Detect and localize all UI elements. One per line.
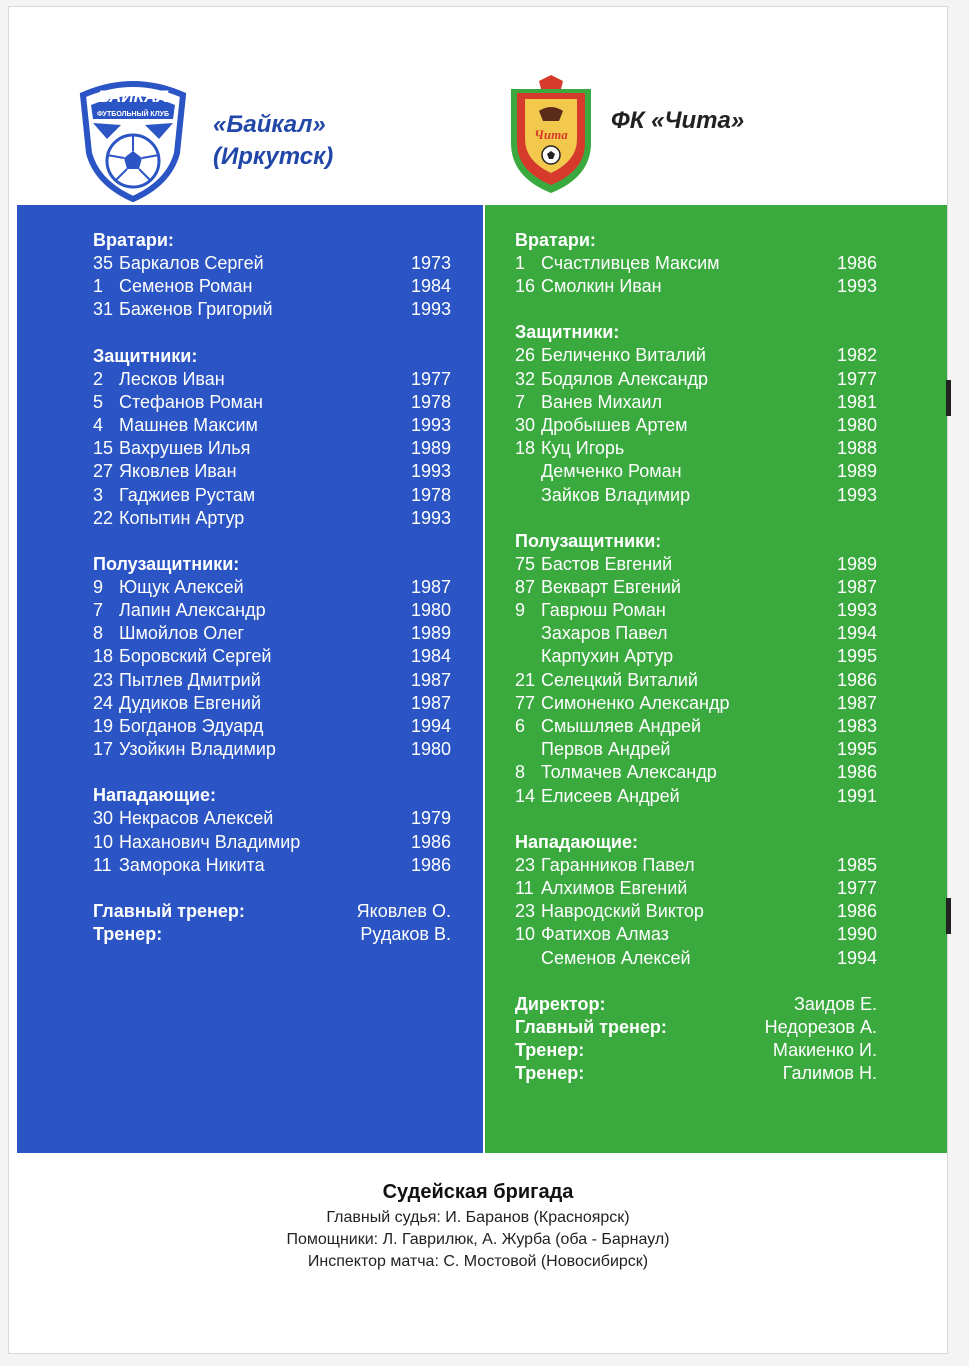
player-name: Захаров Павел: [541, 623, 668, 644]
referee-title: Судейская бригада: [382, 1181, 574, 1203]
referee-line: Инспектор матча: С. Мостовой (Новосибирск): [307, 1253, 649, 1270]
player-number: 1: [93, 276, 104, 297]
player-number: 22: [93, 507, 114, 528]
player-name: Машнев Максим: [119, 414, 258, 435]
player-number: 6: [515, 716, 526, 736]
player-row: [93, 507, 451, 530]
program-page: [8, 6, 948, 1354]
position-section: [93, 345, 451, 530]
staff-name: Рудаков В.: [360, 924, 451, 945]
player-birth-year: 1986: [836, 762, 877, 783]
player-number: 30: [515, 414, 536, 435]
section-title: Защитники:: [515, 322, 620, 343]
player-row: [93, 298, 451, 321]
player-birth-year: 1973: [410, 253, 451, 273]
player-name: Боровский Сергей: [119, 646, 272, 667]
logo-subtitle: ФУТБОЛЬНЫЙ КЛУБ: [96, 111, 170, 118]
left-team-city: (Иркутск): [213, 143, 334, 170]
player-name: Гаврюш Роман: [541, 600, 666, 621]
player-number: 3: [93, 484, 104, 505]
player-name: Фатихов Алмаз: [541, 924, 669, 945]
player-row: [93, 669, 451, 692]
player-name: Дробышев Артем: [541, 414, 688, 435]
player-row: [93, 391, 451, 414]
player-number: 18: [515, 438, 536, 459]
player-name: Некрасов Алексей: [119, 808, 274, 829]
player-number: 23: [515, 901, 536, 922]
section-title: Вратари:: [515, 230, 596, 250]
player-name: Стефанов Роман: [119, 391, 263, 412]
player-row: [93, 414, 451, 437]
player-birth-year: 1995: [836, 646, 877, 667]
player-name: Смолкин Иван: [541, 276, 662, 297]
player-name: Дудиков Евгений: [119, 692, 261, 713]
player-row: [515, 715, 877, 738]
player-row: [515, 923, 877, 946]
player-birth-year: 1981: [836, 391, 877, 412]
player-birth-year: 1977: [836, 877, 877, 898]
player-name: Лесков Иван: [119, 368, 225, 389]
referee-line: Главный судья: И. Баранов (Красноярск): [326, 1209, 630, 1226]
player-number: 32: [515, 368, 536, 389]
player-row: [515, 877, 877, 900]
staff-name: Макиенко И.: [772, 1040, 877, 1061]
position-section: [93, 229, 451, 322]
player-number: 75: [515, 553, 536, 574]
staff-role: Тренер:: [515, 1063, 585, 1084]
staple-mark: [946, 898, 951, 934]
player-name: Пытлев Дмитрий: [119, 669, 261, 690]
player-birth-year: 1984: [410, 276, 451, 297]
player-name: Бастов Евгений: [541, 553, 673, 574]
player-birth-year: 1993: [410, 507, 451, 528]
player-number: 24: [93, 692, 114, 713]
chita-roster-panel: [485, 205, 947, 1153]
player-number: 5: [93, 391, 104, 412]
player-number: 17: [93, 739, 114, 760]
chita-roster: [515, 229, 877, 1108]
section-title: Полузащитники:: [93, 553, 240, 574]
player-name: Смышляев Андрей: [541, 716, 702, 736]
position-section: [515, 321, 877, 506]
player-row: [515, 344, 877, 367]
player-number: 27: [93, 461, 114, 482]
player-name: Зайков Владимир: [541, 484, 691, 505]
player-row: [515, 599, 877, 622]
player-name: Векварт Евгений: [541, 576, 681, 597]
player-number: 1: [515, 253, 526, 273]
right-team-name: ФК «Чита»: [611, 107, 745, 134]
player-number: 30: [93, 808, 114, 829]
player-row: [93, 460, 451, 483]
player-name: Ющук Алексей: [119, 576, 244, 597]
player-name: Бодялов Александр: [541, 368, 709, 389]
player-number: 10: [93, 831, 114, 852]
position-section: [515, 229, 877, 298]
player-name: Заморока Никита: [119, 854, 265, 875]
player-birth-year: 1979: [410, 808, 451, 829]
player-row: [93, 715, 451, 738]
player-birth-year: 1989: [410, 623, 451, 644]
player-birth-year: 1986: [836, 253, 877, 273]
player-row: [93, 275, 451, 298]
player-birth-year: 1987: [836, 576, 877, 597]
player-birth-year: 1993: [410, 414, 451, 435]
staff-name: Заидов Е.: [793, 993, 877, 1014]
section-title: Полузащитники:: [515, 530, 662, 551]
player-birth-year: 1978: [410, 391, 451, 412]
logo-wordmark: БАЙКАЛ: [97, 87, 169, 106]
player-birth-year: 1977: [836, 368, 877, 389]
player-number: 18: [93, 646, 114, 667]
player-row: [93, 484, 451, 507]
player-name: Шмойлов Олег: [119, 623, 245, 644]
player-birth-year: 1993: [836, 276, 877, 297]
player-row: [93, 854, 451, 877]
staff-role: Тренер:: [515, 1040, 585, 1061]
position-section: [93, 553, 451, 762]
player-number: 11: [515, 877, 534, 898]
player-birth-year: 1980: [410, 739, 451, 760]
player-number: 4: [93, 414, 104, 435]
player-row: [93, 645, 451, 668]
section-title: Нападающие:: [93, 785, 216, 806]
staff-name: Яковлев О.: [356, 900, 451, 921]
player-number: 16: [515, 276, 536, 297]
referee-team: [9, 1177, 947, 1273]
player-number: 26: [515, 345, 536, 366]
player-birth-year: 1988: [836, 438, 877, 459]
referee-line: Помощники: Л. Гаврилюк, А. Журба (оба - Барнаул): [286, 1231, 670, 1248]
baikal-roster: [93, 229, 451, 969]
player-name: Лапин Александр: [119, 600, 266, 621]
section-title: Защитники:: [93, 345, 198, 366]
player-number: 87: [515, 576, 536, 597]
player-number: 23: [93, 669, 114, 690]
player-name: Баженов Григорий: [119, 299, 273, 320]
player-row: [93, 599, 451, 622]
player-number: 31: [93, 299, 114, 320]
player-number: 10: [515, 924, 536, 945]
player-name: Гаранников Павел: [541, 854, 695, 875]
player-row: [93, 252, 451, 275]
staff-row: [515, 1016, 877, 1039]
player-name: Алхимов Евгений: [541, 877, 688, 898]
staff-role: Главный тренер:: [93, 900, 245, 921]
player-birth-year: 1982: [836, 345, 877, 366]
player-birth-year: 1986: [836, 901, 877, 922]
player-birth-year: 1991: [836, 785, 877, 806]
player-birth-year: 1993: [836, 600, 877, 621]
player-row: [515, 275, 877, 298]
player-birth-year: 1989: [836, 553, 877, 574]
staff-row: [515, 1062, 877, 1085]
player-birth-year: 1978: [410, 484, 451, 505]
staff-section: [93, 900, 451, 946]
player-number: 23: [515, 854, 536, 875]
staff-name: Недорезов А.: [764, 1016, 877, 1037]
section-title: Нападающие:: [515, 831, 638, 852]
player-name: Богданов Эдуард: [119, 716, 264, 736]
left-team-title: [213, 109, 333, 173]
position-section: [515, 530, 877, 808]
player-birth-year: 1995: [836, 739, 877, 760]
player-row: [515, 947, 877, 970]
player-birth-year: 1983: [836, 716, 877, 736]
player-name: Елисеев Андрей: [541, 785, 680, 806]
player-row: [515, 437, 877, 460]
player-row: [93, 807, 451, 830]
player-birth-year: 1987: [410, 576, 451, 597]
player-row: [515, 900, 877, 923]
player-row: [515, 252, 877, 275]
player-row: [93, 437, 451, 460]
player-birth-year: 1993: [410, 461, 451, 482]
staff-name: Галимов Н.: [782, 1063, 877, 1084]
player-birth-year: 1994: [836, 947, 877, 968]
player-row: [515, 460, 877, 483]
player-number: 11: [93, 854, 112, 875]
player-row: [93, 831, 451, 854]
baikal-logo: [73, 75, 193, 203]
player-row: [93, 622, 451, 645]
player-row: [515, 854, 877, 877]
player-name: Селецкий Виталий: [541, 669, 698, 690]
player-number: 15: [93, 438, 114, 459]
player-birth-year: 1993: [836, 484, 877, 505]
player-name: Узойкин Владимир: [119, 739, 276, 760]
staff-row: [93, 900, 451, 923]
staff-row: [515, 1039, 877, 1062]
player-birth-year: 1980: [410, 600, 451, 621]
player-birth-year: 1986: [410, 831, 451, 852]
player-name: Первов Андрей: [541, 739, 671, 760]
player-number: 8: [515, 762, 526, 783]
player-row: [93, 368, 451, 391]
player-birth-year: 1989: [836, 461, 877, 482]
player-number: 7: [93, 600, 104, 621]
player-number: 35: [93, 253, 114, 273]
player-birth-year: 1984: [410, 646, 451, 667]
position-section: [515, 831, 877, 970]
staff-row: [515, 993, 877, 1016]
player-row: [515, 391, 877, 414]
chita-logo: [503, 73, 599, 197]
staff-role: Директор:: [515, 993, 606, 1014]
player-row: [515, 622, 877, 645]
player-number: 2: [93, 368, 104, 389]
player-row: [515, 484, 877, 507]
player-name: Толмачев Александр: [541, 762, 717, 783]
player-name: Карпухин Артур: [541, 646, 674, 667]
player-number: 9: [515, 600, 526, 621]
player-number: 14: [515, 785, 536, 806]
player-row: [515, 553, 877, 576]
player-birth-year: 1987: [410, 692, 451, 713]
player-name: Ванев Михаил: [541, 391, 662, 412]
player-name: Яковлев Иван: [119, 461, 237, 482]
player-name: Демченко Роман: [541, 461, 682, 482]
player-birth-year: 1986: [410, 854, 451, 875]
player-name: Баркалов Сергей: [119, 253, 264, 273]
player-row: [515, 576, 877, 599]
player-row: [515, 738, 877, 761]
player-number: 21: [515, 669, 536, 690]
player-birth-year: 1993: [410, 299, 451, 320]
player-birth-year: 1989: [410, 438, 451, 459]
player-birth-year: 1986: [836, 669, 877, 690]
player-birth-year: 1977: [410, 368, 451, 389]
player-number: 8: [93, 623, 104, 644]
player-name: Копытин Артур: [119, 507, 245, 528]
header: [9, 7, 947, 207]
player-row: [515, 785, 877, 808]
player-name: Куц Игорь: [541, 438, 625, 459]
player-birth-year: 1987: [410, 669, 451, 690]
section-title: Вратари:: [93, 230, 174, 250]
player-name: Семенов Алексей: [541, 947, 691, 968]
position-section: [93, 784, 451, 877]
player-name: Вахрушев Илья: [119, 438, 251, 459]
staff-role: Главный тренер:: [515, 1016, 667, 1037]
player-birth-year: 1980: [836, 414, 877, 435]
player-number: 9: [93, 576, 104, 597]
player-row: [515, 368, 877, 391]
player-row: [515, 761, 877, 784]
player-name: Беличенко Виталий: [541, 345, 706, 366]
staff-row: [93, 923, 451, 946]
player-row: [515, 692, 877, 715]
staff-role: Тренер:: [93, 924, 163, 945]
staple-mark: [946, 380, 951, 416]
player-name: Гаджиев Рустам: [119, 484, 256, 505]
player-number: 19: [93, 716, 114, 736]
player-row: [515, 669, 877, 692]
player-birth-year: 1990: [836, 924, 877, 945]
player-row: [93, 738, 451, 761]
player-birth-year: 1985: [836, 854, 877, 875]
player-number: 77: [515, 692, 536, 713]
player-name: Наханович Владимир: [119, 831, 301, 852]
staff-section: [515, 993, 877, 1086]
left-team-name: «Байкал»: [213, 111, 326, 138]
player-number: 7: [515, 391, 526, 412]
player-row: [93, 576, 451, 599]
player-name: Навродский Виктор: [541, 901, 704, 922]
player-birth-year: 1994: [836, 623, 877, 644]
player-row: [515, 645, 877, 668]
player-name: Счастливцев Максим: [541, 253, 720, 273]
player-birth-year: 1987: [836, 692, 877, 713]
player-name: Семенов Роман: [119, 276, 253, 297]
chita-logo-text: Чита: [534, 127, 568, 142]
player-name: Симоненко Александр: [541, 692, 730, 713]
player-birth-year: 1994: [410, 716, 451, 736]
player-row: [515, 414, 877, 437]
player-row: [93, 692, 451, 715]
baikal-roster-panel: [17, 205, 483, 1153]
